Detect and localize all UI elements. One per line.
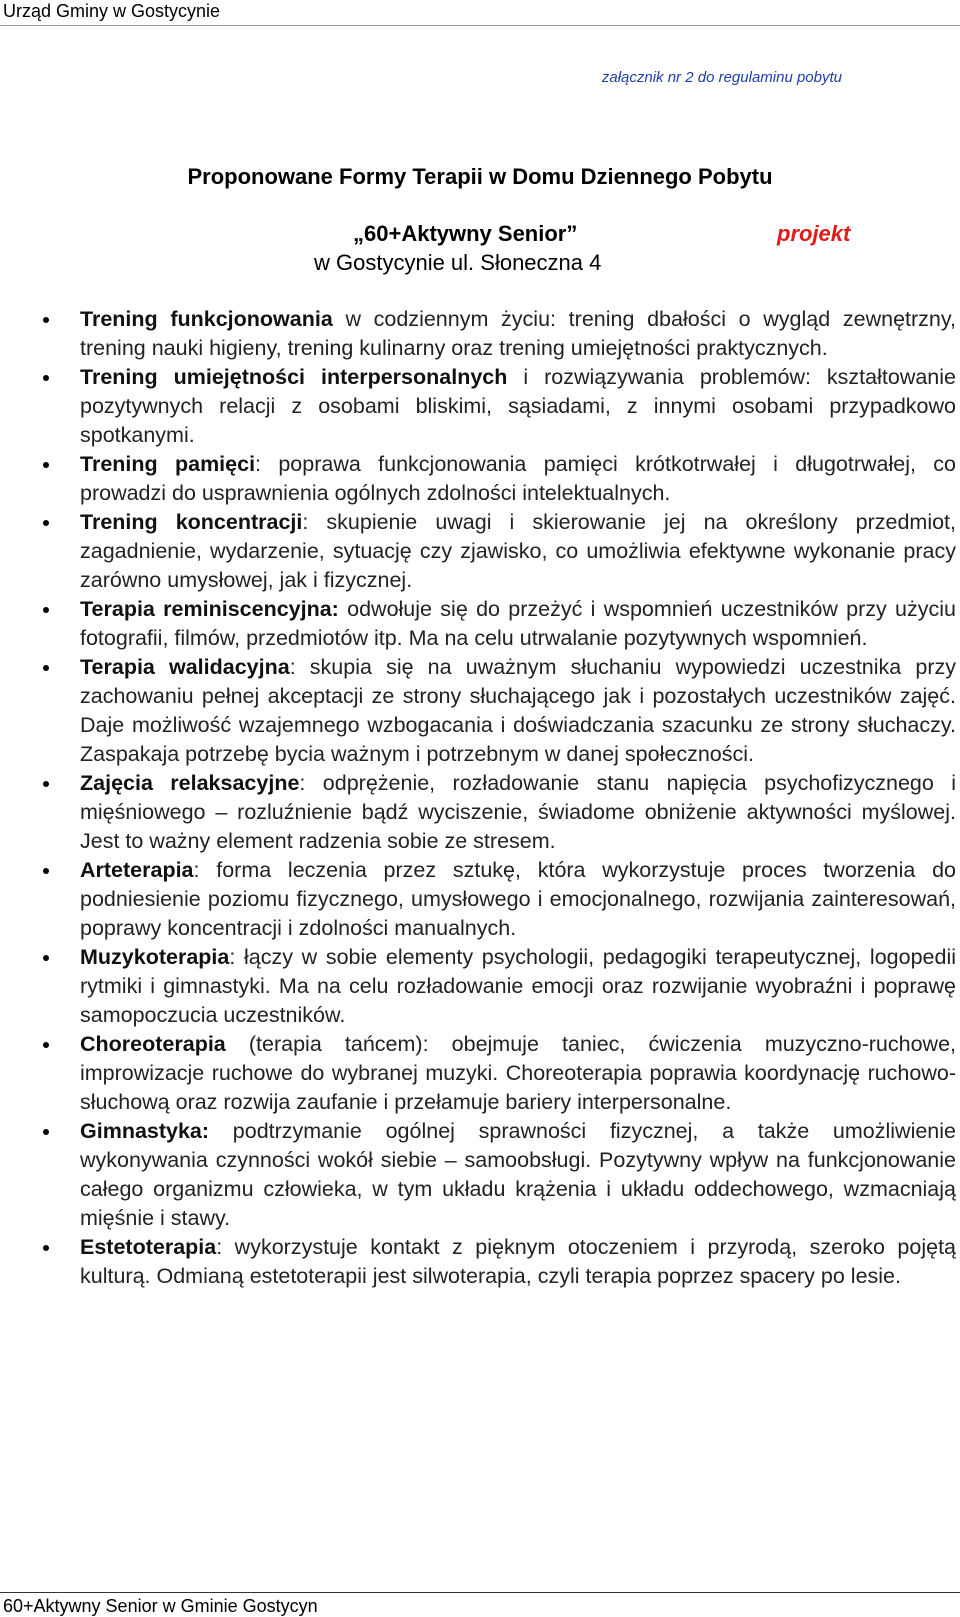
annex-note: załącznik nr 2 do regulaminu pobytu (601, 69, 842, 86)
bullet-icon (43, 955, 49, 961)
bullet-icon (43, 375, 49, 381)
header-divider (0, 25, 960, 26)
page-header-title: Urząd Gminy w Gostycynie (3, 1, 221, 21)
bullet-icon (43, 1042, 49, 1048)
address-line: w Gostycynie ul. Słoneczna 4 (314, 250, 602, 275)
therapy-description: podtrzymanie ogólnej sprawności fizycznej, a także umożliwienie wykonywania czynności wokół siebie – samoobsługi. Pozytywny wpływ na funkcjonowanie całego organizmu człowieka, w tym układu krążenia i układu oddechowego, wzmacniają mięśnie i stawy. (80, 1119, 956, 1230)
list-item (80, 595, 956, 653)
list-item (80, 1233, 956, 1291)
bullet-icon (43, 1245, 49, 1251)
therapy-term: Trening koncentracji (80, 510, 303, 534)
document-subtitle: „60+Aktywny Senior” (353, 221, 578, 246)
footer-divider (0, 1592, 960, 1593)
document-title: Proponowane Formy Terapii w Domu Dziennego Pobytu (187, 164, 773, 189)
list-item (80, 363, 956, 450)
bullet-icon (43, 665, 49, 671)
therapy-description: i rozwiązywania problemów: kształtowanie pozytywnych relacji z osobami bliskimi, sąsiadami, z innymi osobami przypadkowo spotkanymi. (80, 365, 956, 447)
therapy-description: : wykorzystuje kontakt z pięknym otoczeniem i przyrodą, szeroko pojętą kulturą. Odmianą estetoterapii jest silwoterapia, czyli terapia poprzez spacery po lesie. (80, 1235, 956, 1288)
therapy-term: Estetoterapia (80, 1235, 217, 1259)
bullet-icon (43, 462, 49, 468)
bullet-icon (43, 868, 49, 874)
therapy-description: : skupienie uwagi i skierowanie jej na określony przedmiot, zagadnienie, wydarzenie, sytuację czy zjawisko, co umożliwia efektywne wykonanie pracy zarówno umysłowej, jak i fizycznej. (80, 510, 957, 592)
list-item (80, 1117, 956, 1233)
bullet-icon (43, 607, 49, 613)
therapy-term: Arteterapia (80, 858, 194, 882)
list-item (80, 856, 956, 943)
list-item (80, 508, 956, 595)
list-item (80, 943, 956, 1030)
list-item (80, 653, 956, 769)
list-item (80, 769, 956, 856)
therapy-term: Trening funkcjonowania (80, 307, 333, 331)
therapy-description: : łączy w sobie elementy psychologii, pedagogiki terapeutycznej, logopedii rytmiki i gimnastyki. Ma na celu rozładowanie emocji oraz rozwijanie wyobraźni i poprawę samopoczucia uczestników. (80, 945, 956, 1027)
therapy-term: Trening umiejętności interpersonalnych (80, 365, 508, 389)
bullet-icon (43, 317, 49, 323)
therapy-term: Trening pamięci (80, 452, 256, 476)
therapy-term: Terapia reminiscencyjna: (80, 597, 339, 621)
therapy-description: : skupia się na uważnym słuchaniu wypowiedzi uczestnika przy zachowaniu pełnej akceptacji ze strony słuchającego jak i pozostałych uczestników zajęć. Daje możliwość wzajemnego wzbogacania i doświadczania szacunku ze strony słuchaczy. Zaspakaja potrzebę bycia ważnym i potrzebnym w danej społeczności. (80, 655, 956, 766)
therapy-description: : odprężenie, rozładowanie stanu napięcia psychofizycznego i mięśniowego – rozluźnienie bądź wyciszenie, świadome obniżenie aktywności myślowej. Jest to ważny element radzenia sobie ze stresem. (80, 771, 956, 853)
bullet-icon (43, 1129, 49, 1135)
therapy-description: w codziennym życiu: trening dbałości o wygląd zewnętrzny, trening nauki higieny, trening kulinarny oraz trening umiejętności praktycznych. (80, 307, 956, 360)
therapy-term: Choreoterapia (80, 1032, 226, 1056)
therapy-term: Muzykoterapia (80, 945, 230, 969)
therapy-description: (terapia tańcem): obejmuje taniec, ćwiczenia muzyczno-ruchowe, improwizacje ruchowe do wybranej muzyki. Choreoterapia poprawia koordynację ruchowo-słuchową oraz rozwija zaufanie i przełamuje bariery interpersonalne. (80, 1032, 956, 1114)
therapy-term: Gimnastyka: (80, 1119, 210, 1143)
status-label: projekt (777, 221, 851, 246)
therapy-description: : poprawa funkcjonowania pamięci krótkotrwałej i długotrwałej, co prowadzi do usprawnienia ogólnych zdolności intelektualnych. (80, 452, 956, 505)
bullet-icon (43, 781, 49, 787)
therapy-description: odwołuje się do przeżyć i wspomnień uczestników przy użyciu fotografii, filmów, przedmiotów itp. Ma na celu utrwalanie pozytywnych wspomnień. (80, 597, 956, 650)
list-item (80, 1030, 956, 1117)
therapy-list (80, 305, 956, 1291)
therapy-term: Zajęcia relaksacyjne (80, 771, 300, 795)
therapy-description: : forma leczenia przez sztukę, która wykorzystuje proces tworzenia do podniesienie poziomu fizycznego, umysłowego i emocjonalnego, rozwijania zainteresowań, poprawy koncentracji i zdolności manualnych. (80, 858, 956, 940)
page-footer-text: 60+Aktywny Senior w Gminie Gostycyn (3, 1596, 318, 1616)
bullet-icon (43, 520, 49, 526)
therapy-term: Terapia walidacyjna (80, 655, 290, 679)
list-item (80, 305, 956, 363)
list-item (80, 450, 956, 508)
